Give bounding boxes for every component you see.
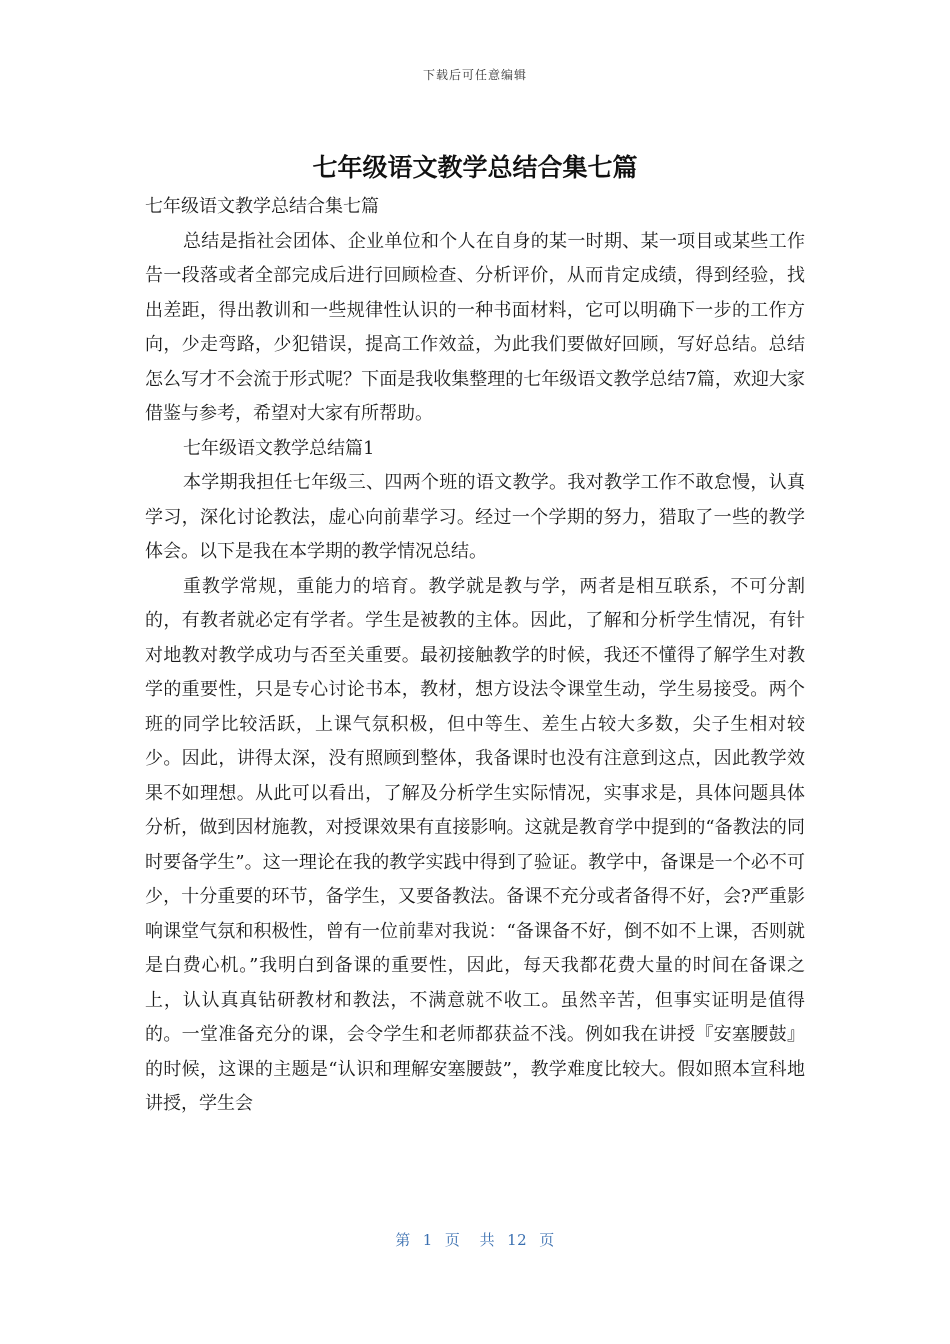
subtitle-paragraph: 七年级语文教学总结合集七篇: [145, 196, 379, 217]
section-heading: 七年级语文教学总结篇1: [183, 437, 375, 459]
page-header: 下载后可任意编辑: [422, 68, 527, 82]
body-paragraph: 本学期我担任七年级三、四两个班的语文教学。我对教学工作不敢怠慢，认真学习，深化讨论教法，虚心向前辈学习。经过一个学期的努力，猎取了一些的教学体会。以下是我在本学期的教学情况总结。: [145, 472, 805, 562]
document-body: [145, 190, 805, 1122]
footer-page-number: 1: [422, 1231, 433, 1249]
footer-page-of: 页 共: [444, 1231, 496, 1249]
intro-paragraph: 总结是指社会团体、企业单位和个人在自身的某一时期、某一项目或某些工作告一段落或者全部完成后进行回顾检查、分析评价，从而肯定成绩，得到经验，找出差距，得出教训和一些规律性认识的一种书面材料，它可以明确下一步的工作方向，少走弯路，少犯错误，提高工作效益，为此我们要做好回顾，写好总结。总结怎么写才不会流于形式呢？下面是我收集整理的七年级语文教学总结7篇，欢迎大家借鉴与参考，希望对大家有所帮助。: [145, 230, 805, 424]
footer-total-pages: 12: [507, 1231, 528, 1249]
document-title: 七年级语文教学总结合集七篇: [312, 153, 638, 182]
page-footer: [0, 1229, 950, 1250]
body-paragraph: 重教学常规，重能力的培育。教学就是教与学，两者是相互联系，不可分割的，有教者就必定有学者。学生是被教的主体。因此，了解和分析学生情况，有针对地教对教学成功与否至关重要。最初接触教学的时候，我还不懂得了解学生对教学的重要性，只是专心讨论书本，教材，想方设法令课堂生动，学生易接受。两个班的同学比较活跃，上课气氛积极，但中等生、差生占较大多数，尖子生相对较少。因此，讲得太深，没有照顾到整体，我备课时也没有注意到这点，因此教学效果不如理想。从此可以看出，了解及分析学生实际情况，实事求是，具体问题具体分析，做到因材施教，对授课效果有直接影响。这就是教育学中提到的“备教法的同时要备学生”。这一理论在我的教学实践中得到了验证。教学中，备课是一个必不可少，十分重要的环节，备学生，又要备教法。备课不充分或者备得不好，会?严重影响课堂气氛和积极性，曾有一位前辈对我说：“备课备不好，倒不如不上课，否则就是白费心机。”我明白到备课的重要性，因此，每天我都花费大量的时间在备课之上，认认真真钻研教材和教法，不满意就不收工。虽然辛苦，但事实证明是值得的。一堂准备充分的课，会令学生和老师都获益不浅。例如我在讲授『安塞腰鼓』的时候，这课的主题是“认识和理解安塞腰鼓”，教学难度比较大。假如照本宣科地讲授，学生会: [145, 575, 805, 1114]
footer-page-unit: 页: [539, 1231, 555, 1249]
footer-page-word: 第: [395, 1231, 411, 1249]
